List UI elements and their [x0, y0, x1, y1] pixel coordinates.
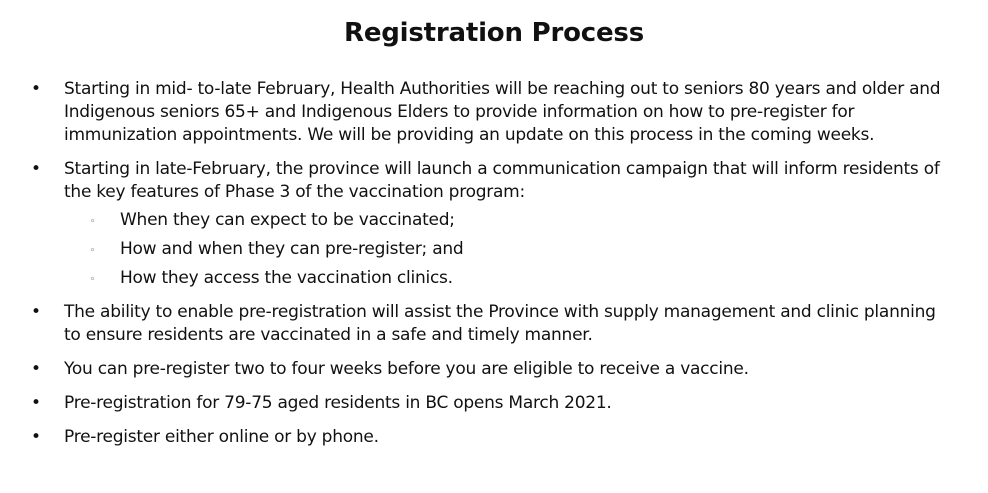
bullet-item — [0, 158, 988, 290]
bullet-list — [0, 78, 988, 460]
bullet-text: Pre-registration for 79-75 aged residents in BC opens March 2021. — [64, 393, 612, 413]
bullet-icon: • — [31, 427, 41, 447]
bullet-item — [0, 358, 988, 381]
hollow-circle-icon: ◦ — [90, 246, 96, 256]
sub-bullet-text: How they access the vaccination clinics. — [120, 268, 453, 288]
bullet-item — [0, 301, 988, 347]
bullet-text: You can pre-register two to four weeks before you are eligible to receive a vaccine. — [64, 359, 749, 379]
sub-bullet-item — [64, 238, 948, 261]
hollow-circle-icon: ◦ — [90, 275, 96, 285]
bullet-icon: • — [31, 79, 41, 99]
bullet-item — [0, 392, 988, 415]
slide-title: Registration Process — [344, 18, 644, 48]
bullet-text: The ability to enable pre-registration will assist the Province with supply management and clinic planning to ensure residents are vaccinated in a safe and timely manner. — [64, 302, 936, 345]
bullet-item — [0, 78, 988, 147]
bullet-icon: • — [31, 359, 41, 379]
bullet-icon: • — [31, 159, 41, 179]
sub-bullet-text: How and when they can pre-register; and — [120, 239, 464, 259]
sub-bullet-item — [64, 209, 948, 232]
bullet-text: Pre-register either online or by phone. — [64, 427, 379, 447]
bullet-icon: • — [31, 302, 41, 322]
bullet-item — [0, 426, 988, 449]
sub-bullet-text: When they can expect to be vaccinated; — [120, 210, 455, 230]
sub-bullet-item — [64, 267, 948, 290]
bullet-text: Starting in mid- to-late February, Health Authorities will be reaching out to seniors 80 years and older and Indigenous seniors 65+ and Indigenous Elders to provide information on how to pre-register for immunization appointments. We will be providing an update on this process in the coming weeks. — [64, 79, 941, 145]
sub-bullet-list — [64, 209, 948, 290]
bullet-text: Starting in late-February, the province will launch a communication campaign that will inform residents of the key features of Phase 3 of the vaccination program: — [64, 159, 940, 202]
bullet-icon: • — [31, 393, 41, 413]
hollow-circle-icon: ◦ — [90, 217, 96, 227]
